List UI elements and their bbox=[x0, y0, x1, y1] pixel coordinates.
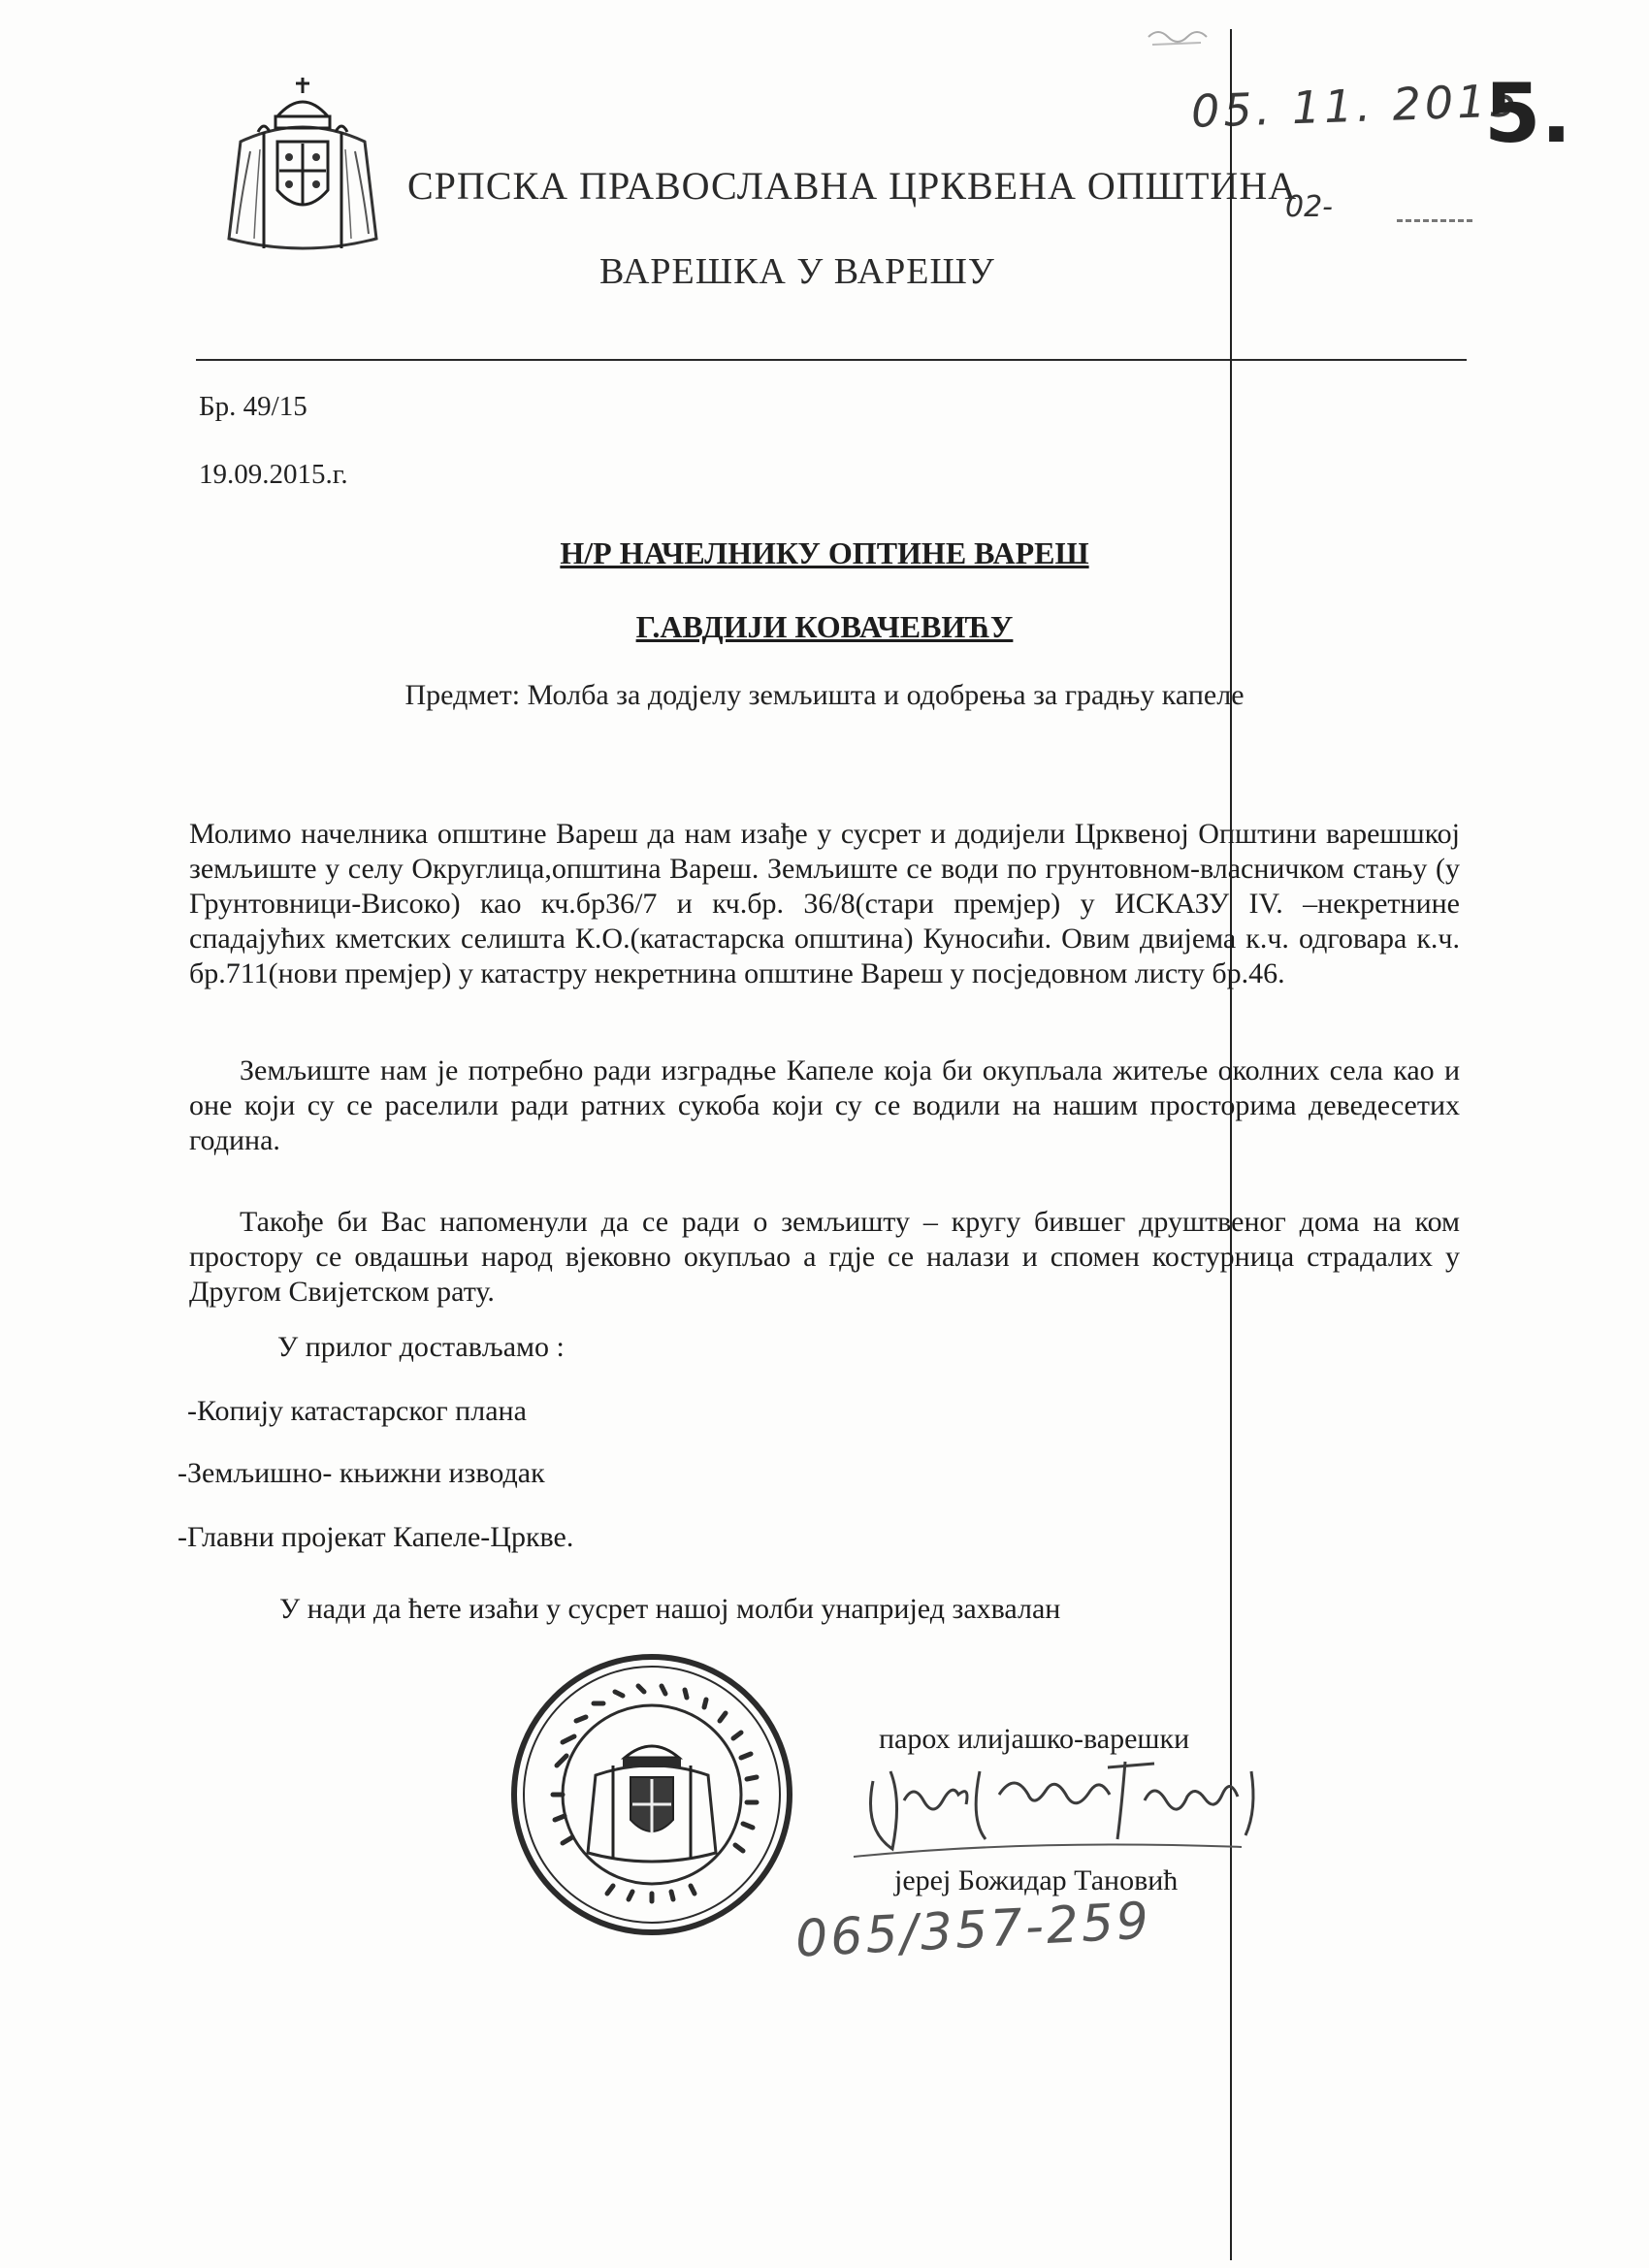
organization-name-line1: СРПСКА ПРАВОСЛАВНА ЦРКВЕНА ОПШТИНА bbox=[407, 164, 1298, 208]
body-paragraph-2: Земљиште нам је потребно ради изградње Капеле која би окупљала житеље околних села као и оне који су се раселили ради ратних сукоба који су се водили на нашим просторима деведесетих година. bbox=[189, 1054, 1460, 1156]
dashed-mark bbox=[1397, 219, 1472, 222]
handwritten-signature-icon bbox=[834, 1742, 1319, 1868]
reference-number: Бр. 49/15 bbox=[199, 391, 307, 422]
header-divider bbox=[196, 359, 1467, 361]
church-crest-icon bbox=[221, 74, 384, 258]
body-paragraph-3: Такође би Вас напоменули да се ради о земљишту – кругу бившег друштвеног дома на ком простору се овдашњи народ вјековно окупљао а гдје се налази и спомен костурница страдалих у Другом Свијетском рату. bbox=[189, 1206, 1460, 1308]
organization-name-line2: ВАРЕШКА У ВАРЕШУ bbox=[599, 251, 995, 292]
addressee-line1: Н/Р НАЧЕЛНИКУ ОПТИНЕ ВАРЕШ bbox=[560, 535, 1089, 570]
body-paragraph-1: Молимо начелника општине Вареш да нам изађе у сусрет и додијели Црквеној Општини варешшкој земљиште у селу Округлица,општина Вареш. Земљиште се води по грунтовном-власничком стању (у Грунтовници-Високо) као кч.бр36/7 и кч.бр. 36/8(стари премјер) у ИСКАЗУ IV. –некретнине спадајућих кметских селишта К.О.(катастарска општина) Куносићи. Овим двијема к.ч. одговара к.ч. бр.711(нови премјер) у катастру некретнина општине Вареш у посједовном листу бр.46. bbox=[189, 818, 1460, 989]
attachment-item-2: -Земљишно- књижни изводак bbox=[178, 1457, 545, 1489]
attachments-intro: У прилог достављамо : bbox=[277, 1331, 565, 1363]
subject-line: Предмет: Молба за додјелу земљишта и одобрења за градњу капеле bbox=[404, 679, 1245, 711]
signatory-title: парох илијашко-варешки bbox=[879, 1723, 1190, 1755]
closing-line: У нади да ћете изаћи у сусрет нашој молби унапријед захвалан bbox=[279, 1593, 1061, 1625]
attachment-item-3: -Главни пројекат Капеле-Цркве. bbox=[178, 1521, 574, 1553]
handwritten-phone-number: 065/357-259 bbox=[793, 1892, 1153, 1969]
attachment-item-1: -Копију катастарског плана bbox=[187, 1395, 527, 1427]
addressee-line2: Г.АВДИЈИ КОВАЧЕВИЋУ bbox=[635, 609, 1014, 644]
handwritten-received-date: 05. 11. 2015 bbox=[1190, 74, 1523, 138]
scan-mark-icon bbox=[1145, 23, 1212, 52]
official-stamp-icon bbox=[506, 1649, 797, 1940]
handwritten-page-number: 5. bbox=[1484, 66, 1572, 161]
document-date: 19.09.2015.г. bbox=[199, 459, 348, 490]
signatory-name: јереј Божидар Тановић bbox=[894, 1864, 1179, 1896]
handwritten-registry-suffix: 02- bbox=[1285, 190, 1333, 224]
